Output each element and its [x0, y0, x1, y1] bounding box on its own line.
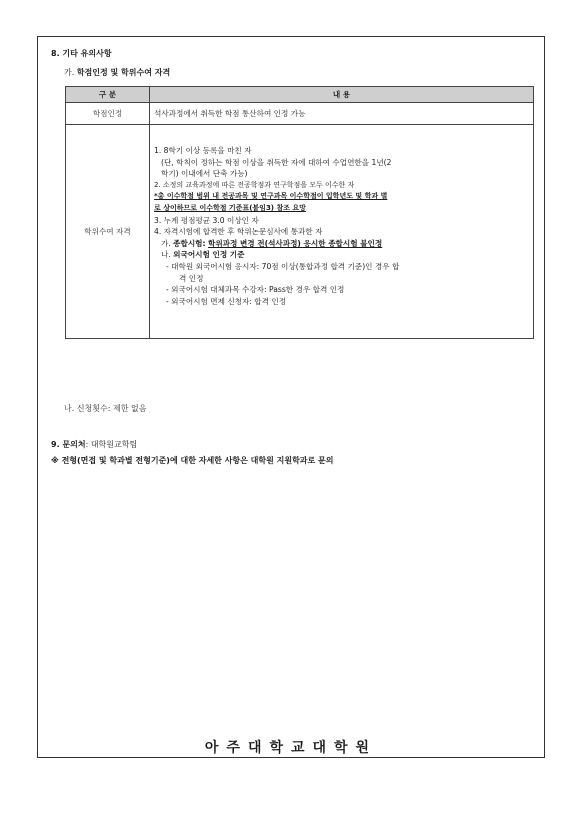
degree-item-1-note-a: (단, 학칙이 정하는 학점 이상을 취득한 자에 대하여 수업연한을 1년(2	[161, 157, 392, 167]
document-page	[37, 36, 545, 758]
section-9-contact	[51, 439, 137, 450]
degree-credit-note-a: *총 이수학점 범위 내 전공과목 및 연구과목 이수학점이 입학년도 및 학과 별	[154, 192, 388, 201]
requirements-table	[65, 86, 534, 339]
exam-prefix-na: 나.	[161, 250, 171, 260]
credit-content-text: 석사과정에서 취득한 학점 통산하여 인정 가능	[154, 108, 306, 118]
row-content-credit	[150, 103, 534, 125]
row-content-degree	[150, 125, 534, 339]
degree-item-3: 3. 누계 평점평균 3.0 이상인 자	[154, 215, 259, 225]
exam-language-label: 외국어시험 인정 기준	[173, 250, 245, 260]
exam-comprehensive-rule: 학위과정 변경 전(석사과정) 응시한 종합시험 불인정	[207, 238, 383, 248]
exam-prefix-ga: 가.	[161, 238, 171, 248]
degree-exam-comprehensive	[150, 238, 533, 250]
header-content: 내 용	[150, 87, 534, 103]
subsection-ga-heading: 학점인정 및 학위수여 자격	[76, 68, 171, 77]
exam-comprehensive-label: 종합시험:	[173, 238, 206, 248]
subsection-na-application-count: 나. 신청횟수: 제한 없음	[64, 404, 147, 413]
degree-item-1-note-b: 학기) 이내에서 단축 가능)	[161, 169, 248, 179]
language-rule-1a: - 대학원 외국어시험 응시자: 70점 이상(통합과정 합격 기준)인 경우 합	[166, 261, 400, 271]
row-label-credit: 학점인정	[66, 103, 150, 125]
table-row	[66, 125, 534, 339]
subsection-ga-prefix: 가.	[64, 68, 75, 77]
footer-institution-name: 아주대학교대학원	[204, 740, 378, 756]
section-8-title: 8. 기타 유의사항	[51, 49, 112, 58]
language-rule-3: - 외국어시험 면제 신청자: 합격 인정	[166, 296, 287, 306]
degree-item-4: 4. 자격시험에 합격한 후 학위논문심사에 통과한 자	[154, 227, 323, 237]
table-header-row	[66, 87, 534, 103]
row-label-degree: 학위수여 자격	[66, 125, 150, 339]
header-category: 구 분	[66, 87, 150, 103]
language-rule-1b: 격 인정	[179, 273, 204, 283]
degree-exam-language	[150, 249, 533, 261]
subsection-ga-title	[64, 67, 170, 78]
section-9-title: 9. 문의처	[51, 440, 86, 449]
table-row	[66, 103, 534, 125]
degree-item-2: 2. 소정의 교육과정에 따른 전공학점과 연구학점을 모두 이수한 자	[154, 180, 355, 189]
language-rule-2: - 외국어시험 대체과목 수강자: Pass한 경우 합격 인정	[166, 285, 345, 295]
degree-credit-note-b: 로 상이하므로 이수학점 기준표(붙임3) 참조 요망	[154, 203, 306, 212]
section-9-value: : 대학원교학팀	[85, 440, 138, 449]
inquiry-note: ※ 전형(면접 및 학과별 전형기준)에 대한 자세한 사항은 대학원 지원학과로 문의	[51, 456, 334, 465]
degree-item-1: 1. 8학기 이상 등록을 마친 자	[154, 146, 252, 155]
